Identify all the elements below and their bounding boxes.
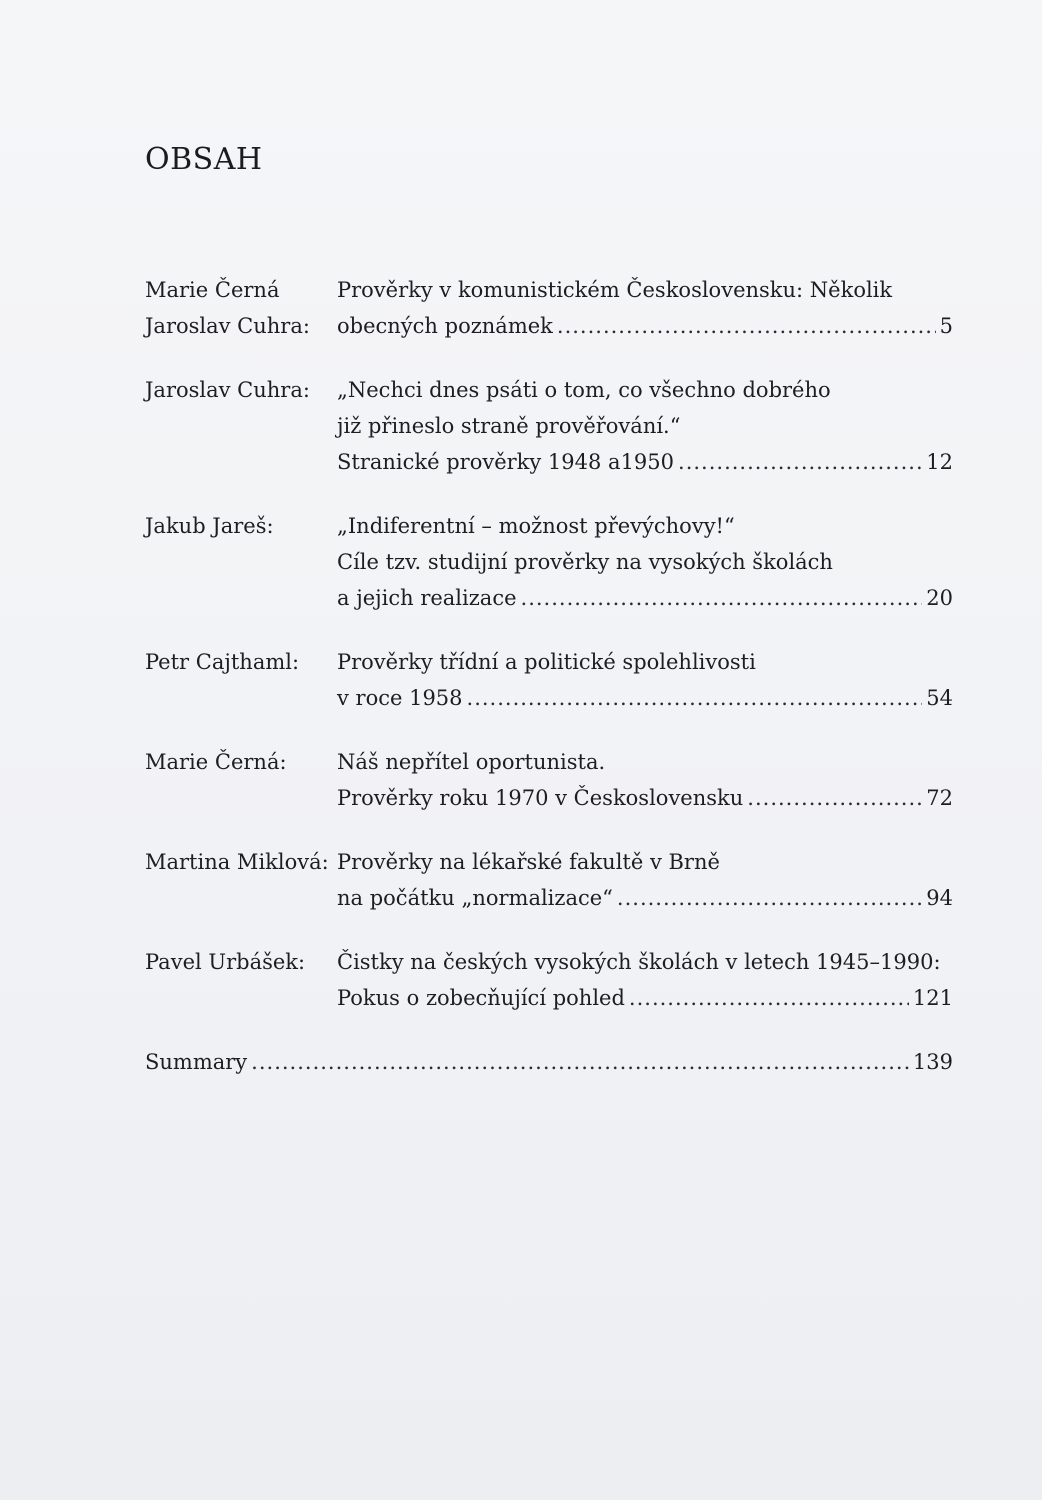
- toc-summary-entry: [145, 1044, 953, 1080]
- author-name: Martina Miklová:: [145, 850, 329, 874]
- title-line: Prověrky třídní a politické spolehlivosti: [337, 650, 756, 674]
- dot-leader: [467, 680, 923, 716]
- entry-title: [337, 372, 953, 480]
- entry-authors: [145, 844, 335, 880]
- toc-entry: [145, 272, 953, 344]
- title-line: Náš nepřítel oportunista.: [337, 750, 606, 774]
- dot-leader: [629, 980, 909, 1016]
- title-last-line: [337, 580, 953, 616]
- toc-entry: [145, 844, 953, 916]
- dot-leader: [557, 308, 936, 344]
- toc-entry: [145, 644, 953, 716]
- dot-leader: [617, 880, 922, 916]
- dot-leader: [747, 780, 922, 816]
- title-line: Prověrky v komunistickém Československu: Několik: [337, 278, 893, 302]
- title-line: Prověrky roku 1970 v Československu: [337, 786, 744, 810]
- dot-leader: [521, 580, 923, 616]
- entry-authors: [145, 744, 335, 780]
- title-line: Cíle tzv. studijní prověrky na vysokých školách: [337, 550, 833, 574]
- title-line: Čistky na českých vysokých školách v letech 1945–1990:: [337, 950, 941, 974]
- author-name: Jaroslav Cuhra:: [145, 378, 310, 402]
- page-number: 72: [926, 786, 953, 810]
- author-name: Pavel Urbášek:: [145, 950, 306, 974]
- title-line: v roce 1958: [337, 686, 463, 710]
- author-name: Petr Cajthaml:: [145, 650, 300, 674]
- page-number: 12: [926, 450, 953, 474]
- author-name: Jakub Jareš:: [145, 514, 274, 538]
- title-last-line: [337, 444, 953, 480]
- entry-title: [337, 644, 953, 716]
- entry-authors: [145, 944, 335, 980]
- page-number: 139: [912, 1050, 953, 1074]
- author-name: Marie Černá: [145, 278, 280, 302]
- entry-title: [337, 944, 953, 1016]
- title-line: na počátku „normalizace“: [337, 886, 613, 910]
- page-number: 5: [939, 314, 953, 338]
- title-last-line: [337, 308, 953, 344]
- author-name: Jaroslav Cuhra:: [145, 314, 310, 338]
- entry-authors: [145, 644, 335, 680]
- table-of-contents: [145, 272, 953, 1080]
- toc-entry: [145, 744, 953, 816]
- entry-title: [337, 844, 953, 916]
- author-name: Marie Černá:: [145, 750, 287, 774]
- entry-authors: [145, 372, 335, 408]
- page-number: 94: [926, 886, 953, 910]
- toc-entry: [145, 508, 953, 616]
- entry-title: [337, 744, 953, 816]
- title-last-line: [337, 880, 953, 916]
- page-number: 20: [926, 586, 953, 610]
- title-line: Pokus o zobecňující pohled: [337, 986, 625, 1010]
- page-number: 54: [926, 686, 953, 710]
- title-line: „Indiferentní – možnost převýchovy!“: [337, 514, 735, 538]
- title-line: „Nechci dnes psáti o tom, co všechno dobrého: [337, 378, 831, 402]
- dot-leader: [678, 444, 922, 480]
- entry-authors: [145, 508, 335, 544]
- title-last-line: [337, 980, 953, 1016]
- title-line: a jejich realizace: [337, 586, 517, 610]
- entry-title: [337, 508, 953, 616]
- title-line: Prověrky na lékařské fakultě v Brně: [337, 850, 720, 874]
- entry-title: [337, 272, 953, 344]
- title-line: již přineslo straně prověřování.“: [337, 414, 681, 438]
- summary-label: Summary: [145, 1050, 248, 1074]
- toc-entry: [145, 372, 953, 480]
- title-line: Stranické prověrky 1948 a1950: [337, 450, 675, 474]
- entry-authors: [145, 272, 335, 344]
- contents-heading: OBSAH: [145, 142, 263, 177]
- title-last-line: [337, 680, 953, 716]
- page-number: 121: [912, 986, 953, 1010]
- title-last-line: [337, 780, 953, 816]
- dot-leader: [251, 1044, 909, 1080]
- toc-entry: [145, 944, 953, 1016]
- title-line: obecných poznámek: [337, 314, 553, 338]
